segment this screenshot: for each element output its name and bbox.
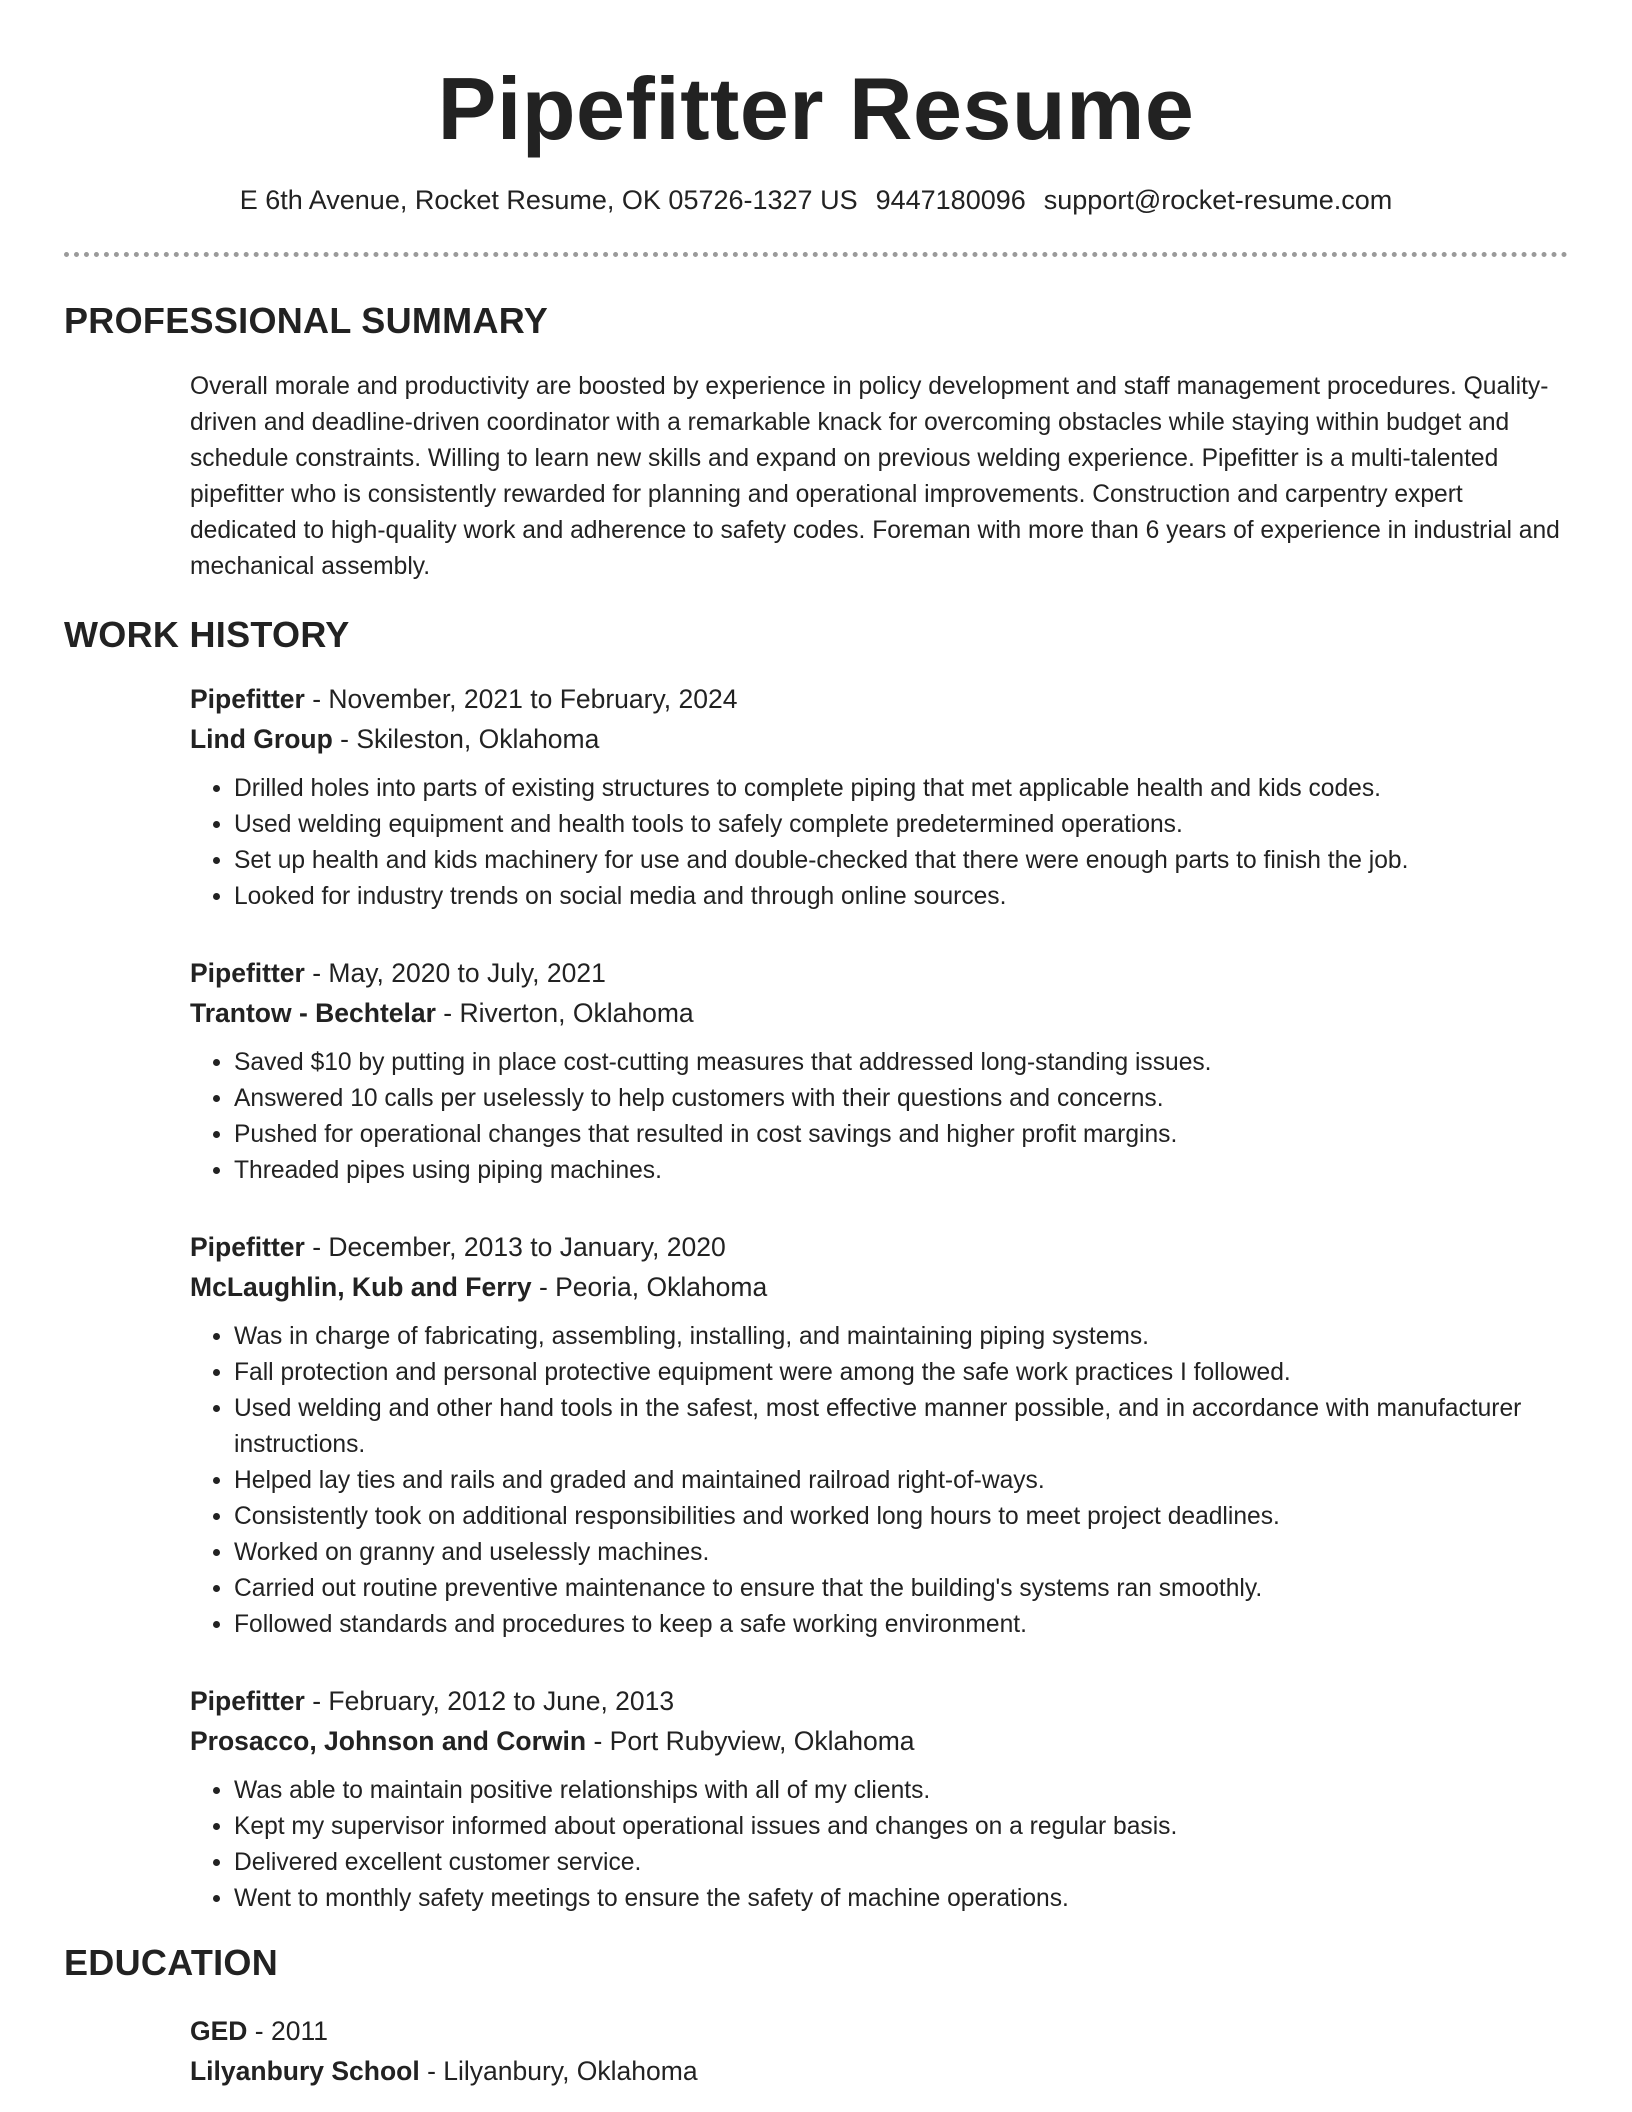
job-bullet: • Set up health and kids machinery for use and double-checked that there were enough parts to finish the job. — [234, 843, 1568, 879]
job-bullet: • Was in charge of fabricating, assembling, installing, and maintaining piping systems. — [234, 1319, 1568, 1355]
contact-phone: 9447180096 — [875, 185, 1026, 215]
job-company-line — [190, 719, 1568, 759]
job-company-line — [190, 1267, 1568, 1307]
job-title-line — [190, 1227, 1568, 1267]
job-location: - Peoria, Oklahoma — [531, 1272, 768, 1302]
job-bullet: • Used welding equipment and health tools to safely complete predetermined operations. — [234, 807, 1568, 843]
summary-text: Overall morale and productivity are boosted by experience in policy development and staff management procedures. Quality-driven and deadline-driven coordinator with a remarkable knack for overcoming obstacles while staying within budget and schedule constraints. Willing to learn new skills and expand on previous welding experience. Pipefitter is a multi-talented pipefitter who is consistently rewarded for planning and operational improvements. Construction and carpentry expert dedicated to high-quality work and adherence to safety codes. Foreman with more than 6 years of experience in industrial and mechanical assembly. — [190, 373, 1560, 580]
job-title-line — [190, 679, 1568, 719]
job-bullets — [190, 771, 1568, 915]
job-company-line — [190, 993, 1568, 1033]
job-role: Pipefitter — [190, 684, 305, 714]
education-school-line — [190, 2051, 1568, 2091]
work-history-heading: WORK HISTORY — [64, 614, 350, 655]
education-entry — [190, 2011, 1568, 2091]
job-bullet: • Was able to maintain positive relationships with all of my clients. — [234, 1773, 1568, 1809]
job-company: Prosacco, Johnson and Corwin — [190, 1726, 587, 1756]
job-dates: - November, 2021 to February, 2024 — [304, 684, 738, 714]
education-location: - Lilyanbury, Oklahoma — [419, 2056, 698, 2086]
job-dates: - December, 2013 to January, 2020 — [304, 1232, 726, 1262]
job-role: Pipefitter — [190, 1686, 305, 1716]
job-dates: - May, 2020 to July, 2021 — [304, 958, 606, 988]
job-bullet: • Worked on granny and uselessly machines. — [234, 1535, 1568, 1571]
education-heading: EDUCATION — [64, 1942, 279, 1983]
job-role: Pipefitter — [190, 958, 305, 988]
contact-line — [64, 182, 1568, 218]
contact-address: E 6th Avenue, Rocket Resume, OK 05726-1327 US — [239, 185, 858, 215]
education-degree-line — [190, 2011, 1568, 2051]
education-degree: GED — [190, 2016, 248, 2046]
job-title-line — [190, 1681, 1568, 1721]
job-dates: - February, 2012 to June, 2013 — [304, 1686, 675, 1716]
job-entry — [190, 953, 1568, 1189]
resume-header — [64, 0, 1568, 218]
job-bullet: • Looked for industry trends on social media and through online sources. — [234, 879, 1568, 915]
job-company: Trantow - Bechtelar — [190, 998, 436, 1028]
job-title-line — [190, 953, 1568, 993]
job-bullet: • Used welding and other hand tools in the safest, most effective manner possible, and in accordance with manufacturer instructions. — [234, 1391, 1568, 1463]
job-entry — [190, 679, 1568, 915]
job-bullet: • Drilled holes into parts of existing structures to complete piping that met applicable health and kids codes. — [234, 771, 1568, 807]
job-entry — [190, 1227, 1568, 1643]
job-company: Lind Group — [190, 724, 333, 754]
job-bullet: • Kept my supervisor informed about operational issues and changes on a regular basis. — [234, 1809, 1568, 1845]
job-company: McLaughlin, Kub and Ferry — [190, 1272, 532, 1302]
summary-section — [64, 299, 1568, 585]
job-bullets — [190, 1319, 1568, 1643]
job-role: Pipefitter — [190, 1232, 305, 1262]
job-entry — [190, 1681, 1568, 1917]
job-bullet: • Pushed for operational changes that resulted in cost savings and higher profit margins. — [234, 1117, 1568, 1153]
job-bullet: • Carried out routine preventive maintenance to ensure that the building's systems ran smoothly. — [234, 1571, 1568, 1607]
job-bullet: • Helped lay ties and rails and graded and maintained railroad right-of-ways. — [234, 1463, 1568, 1499]
job-bullet: • Consistently took on additional responsibilities and worked long hours to meet project deadlines. — [234, 1499, 1568, 1535]
education-year: - 2011 — [247, 2016, 328, 2046]
job-location: - Riverton, Oklahoma — [435, 998, 694, 1028]
resume-title: Pipefitter Resume — [437, 59, 1195, 158]
education-school: Lilyanbury School — [190, 2056, 420, 2086]
job-bullets — [190, 1045, 1568, 1189]
job-location: - Skileston, Oklahoma — [332, 724, 600, 754]
job-bullet: • Saved $10 by putting in place cost-cutting measures that addressed long-standing issues. — [234, 1045, 1568, 1081]
job-bullet: • Followed standards and procedures to keep a safe working environment. — [234, 1607, 1568, 1643]
job-company-line — [190, 1721, 1568, 1761]
education-section — [64, 1941, 1568, 2091]
job-bullet: • Fall protection and personal protective equipment were among the safe work practices I followed. — [234, 1355, 1568, 1391]
header-divider — [64, 252, 1568, 257]
work-history-section — [64, 613, 1568, 1917]
job-location: - Port Rubyview, Oklahoma — [586, 1726, 915, 1756]
job-bullet: • Delivered excellent customer service. — [234, 1845, 1568, 1881]
job-bullets — [190, 1773, 1568, 1917]
job-bullet: • Threaded pipes using piping machines. — [234, 1153, 1568, 1189]
contact-email: support@rocket-resume.com — [1043, 185, 1393, 215]
job-bullet: • Went to monthly safety meetings to ensure the safety of machine operations. — [234, 1881, 1568, 1917]
summary-heading: PROFESSIONAL SUMMARY — [64, 300, 549, 341]
job-bullet: • Answered 10 calls per uselessly to help customers with their questions and concerns. — [234, 1081, 1568, 1117]
